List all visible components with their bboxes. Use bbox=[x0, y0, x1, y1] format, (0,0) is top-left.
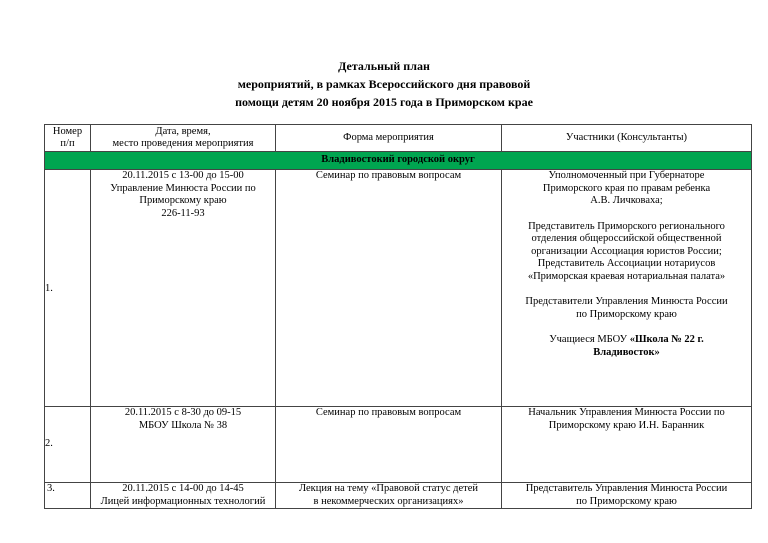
row-participants: Представитель Управления Минюста России по Приморскому краю bbox=[502, 483, 752, 509]
section-title: Владивостокий городской округ bbox=[45, 152, 752, 170]
doc-title-line-1: Детальный план bbox=[338, 59, 430, 73]
events-table bbox=[44, 124, 752, 509]
doc-title-line-2: мероприятий, в рамках Всероссийского дня правовой bbox=[237, 77, 531, 91]
table-row bbox=[45, 170, 752, 407]
row-date: 20.11.2015 с 14-00 до 14-45 Лицей информационных технологий bbox=[91, 483, 276, 509]
header-form: Форма мероприятия bbox=[276, 125, 502, 152]
row-form: Семинар по правовым вопросам bbox=[276, 170, 502, 407]
row-number: 3. bbox=[45, 483, 91, 509]
row-date: 20.11.2015 с 13-00 до 15-00 Управление Минюста России по Приморскому краю 226-11-93 bbox=[91, 170, 276, 407]
table-row bbox=[45, 483, 752, 509]
row-form: Семинар по правовым вопросам bbox=[276, 407, 502, 483]
table-row bbox=[45, 407, 752, 483]
row-participants: Уполномоченный при Губернаторе Приморского края по правам ребенка А.В. Личковаха; Представитель Приморского регионального отделения общероссийской общественной организации Ассоциация юристов России; Представитель Ассоциации нотариусов «Приморская краевая нотариальная палата» Представители Управления Минюста России по Приморскому краю Учащиеся МБОУ «Школа № 22 г. Владивосток» bbox=[502, 170, 752, 407]
header-date: Дата, время, место проведения мероприятия bbox=[91, 125, 276, 152]
section-row bbox=[45, 152, 752, 170]
table-header-row bbox=[45, 125, 752, 152]
row-participants: Начальник Управления Минюста России по Приморскому краю И.Н. Баранник bbox=[502, 407, 752, 483]
doc-title-line-3: помощи детям 20 ноября 2015 года в Приморском крае bbox=[235, 95, 533, 109]
row-number: 1. bbox=[45, 170, 91, 407]
header-participants: Участники (Консультанты) bbox=[502, 125, 752, 152]
row-form: Лекция на тему «Правовой статус детей в некоммерческих организациях» bbox=[276, 483, 502, 509]
row-number: 2. bbox=[45, 407, 91, 483]
row-date: 20.11.2015 с 8-30 до 09-15 МБОУ Школа № 38 bbox=[91, 407, 276, 483]
header-number: Номер п/п bbox=[45, 125, 91, 152]
